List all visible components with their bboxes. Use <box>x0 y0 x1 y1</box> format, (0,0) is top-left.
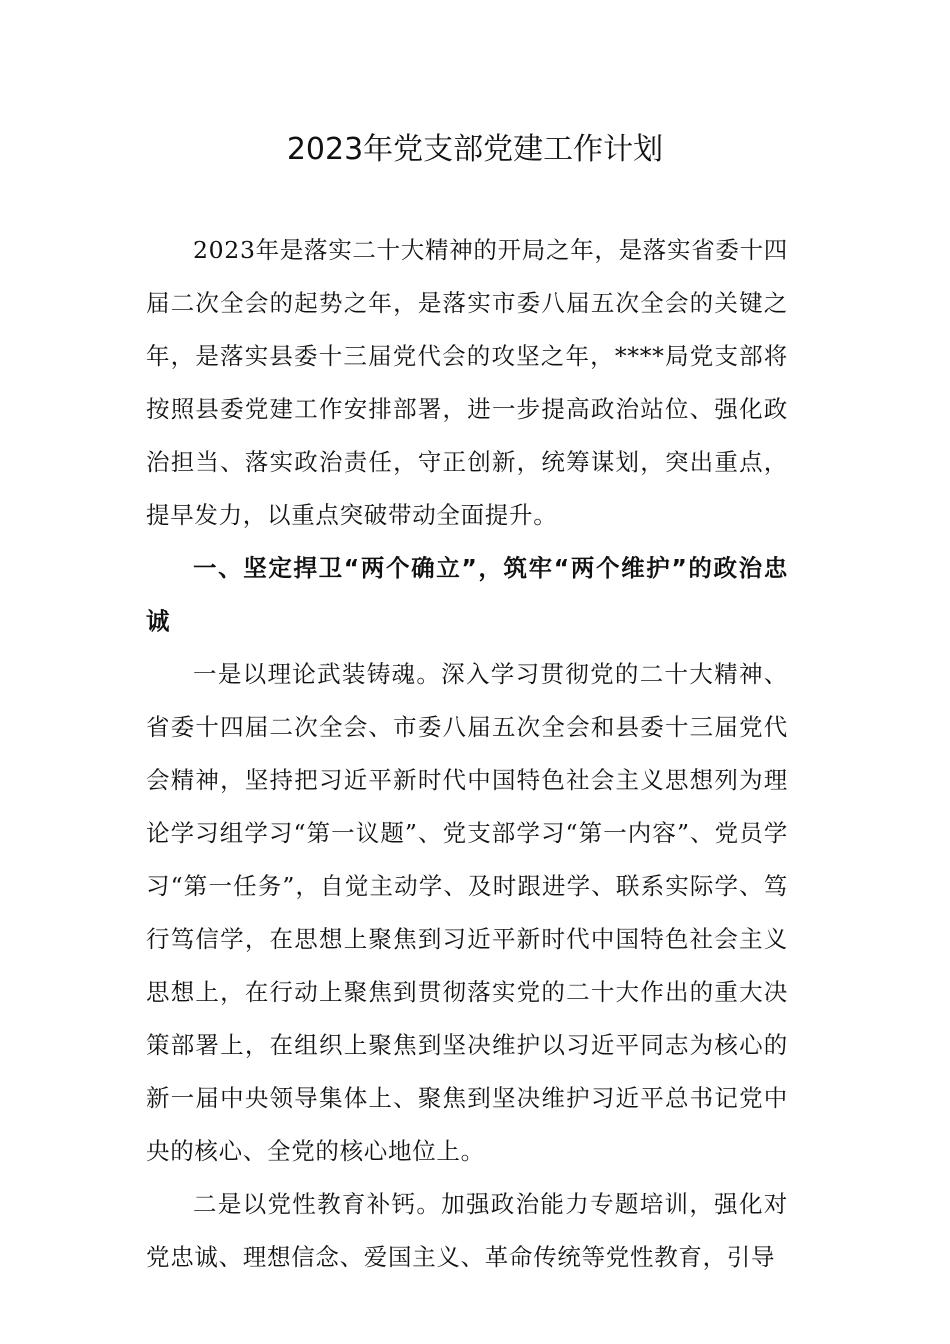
document-body <box>146 224 788 1284</box>
section-1-paragraph-1: 一是以理论武装铸魂。深入学习贯彻党的二十大精神、省委十四届二次全会、市委八届五次全会和县委十三届党代会精神，坚持把习近平新时代中国特色社会主义思想列为理论学习组学习“第一议题”、党支部学习“第一内容”、党员学习“第一任务”，自觉主动学、及时跟进学、联系实际学、笃行笃信学，在思想上聚焦到习近平新时代中国特色社会主义思想上，在行动上聚焦到贯彻落实党的二十大作出的重大决策部署上，在组织上聚焦到坚决维护以习近平同志为核心的新一届中央领导集体上、聚焦到坚决维护习近平总书记党中央的核心、全党的核心地位上。 <box>146 660 788 1165</box>
section-heading-1: 一、坚定捍卫“两个确立”，筑牢“两个维护”的政治忠诚 <box>146 554 788 635</box>
intro-paragraph: 2023年是落实二十大精神的开局之年，是落实省委十四届二次全会的起势之年，是落实市委八届五次全会的关键之年，是落实县委十三届党代会的攻坚之年，****局党支部将按照县委党建工作安排部署，进一步提高政治站位、强化政治担当、落实政治责任，守正创新，统筹谋划，突出重点，提早发力，以重点突破带动全面提升。 <box>146 236 789 529</box>
document-title: 2023年党支部党建工作计划 <box>286 132 664 167</box>
section-1-paragraph-2: 二是以党性教育补钙。加强政治能力专题培训，强化对党忠诚、理想信念、爱国主义、革命传统等党性教育，引导 <box>146 1190 788 1271</box>
